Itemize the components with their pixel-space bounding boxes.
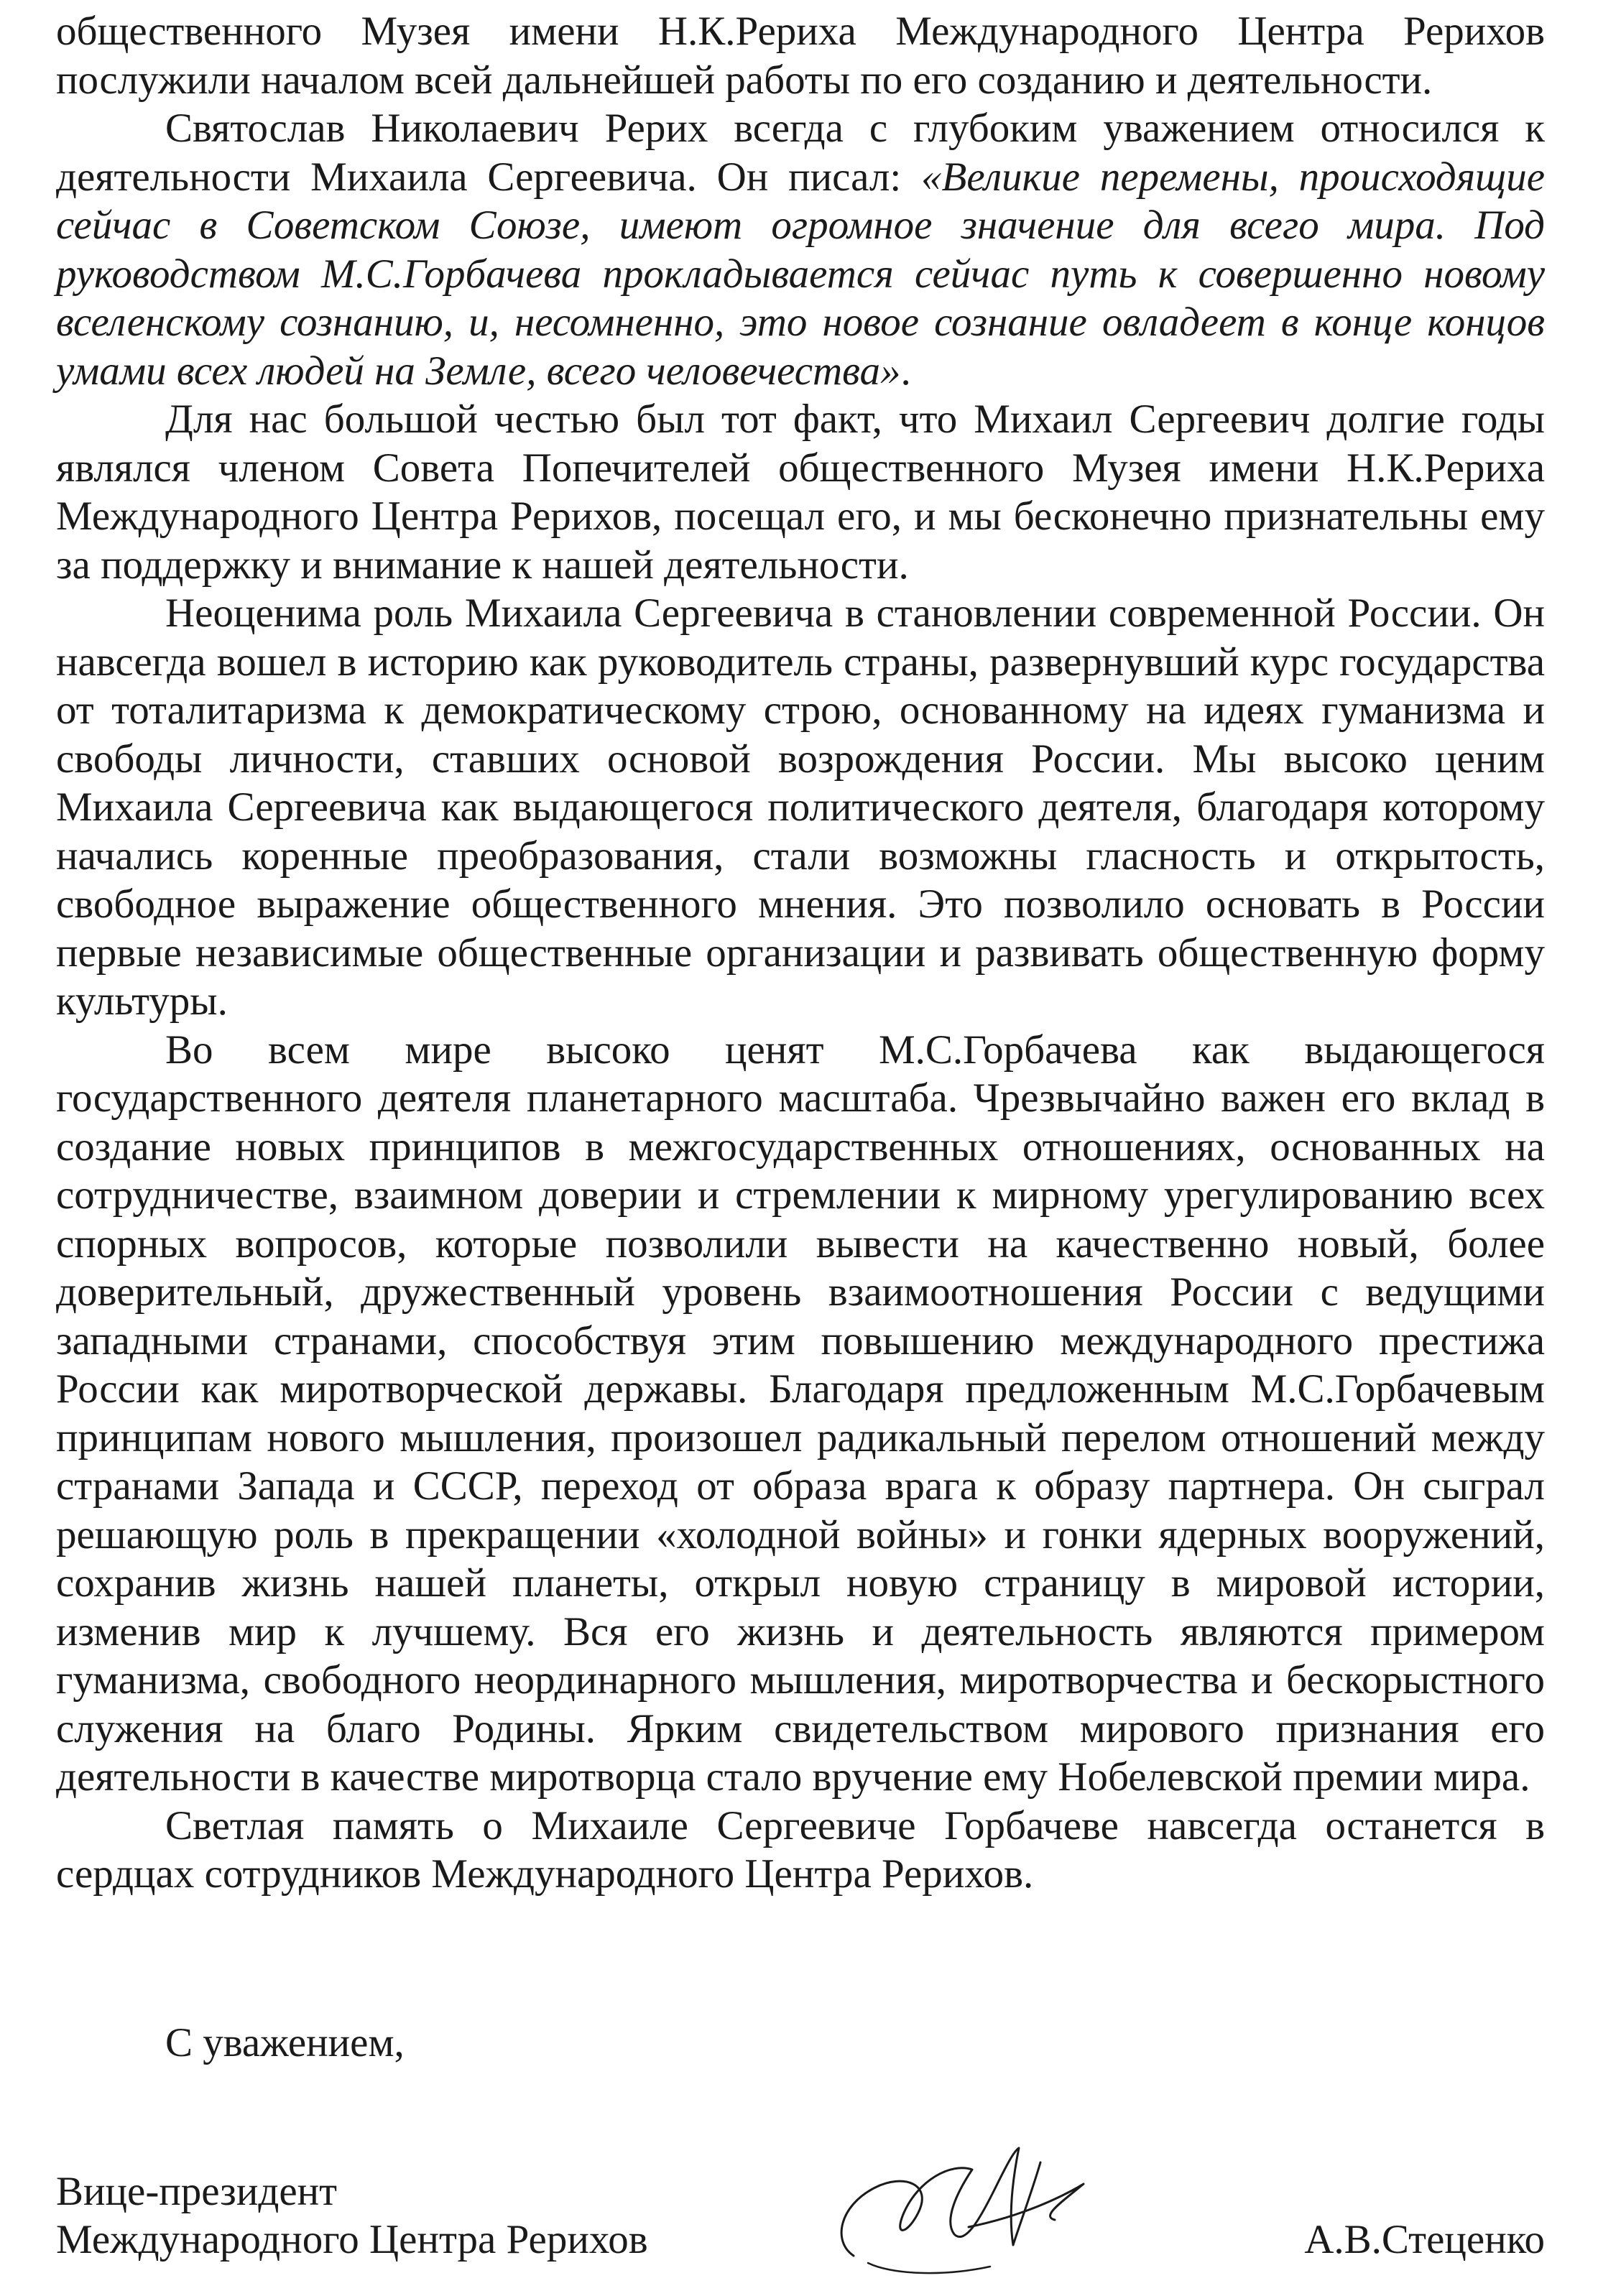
signatory-title: Вице-президент (56, 2169, 338, 2214)
paragraph-0-end (56, 56, 1545, 105)
paragraph-3: Неоценима роль Михаила Сергеевича в становлении современной России. Он навсегда вошел в историю как руководитель страны, развернувший курс государства от тоталитаризма к демократическому строю, основанному на идеях гуманизма и свободы личности, ставших основой возрождения России. Мы высоко ценим Михаила Сергеевича как выдающегося политического деятеля, благодаря которому начались коренные преобразования, стали возможны гласность и открытость, свободное выражение общественного мнения. Это позволило основать в России первые независимые общественные организации и развивать общественную форму культуры. (56, 591, 1545, 1024)
letter-page (56, 0, 1545, 2296)
letter-body (56, 7, 1545, 1899)
paragraph-0 (56, 7, 1545, 56)
signatory-name: А.В.Стеценко (1304, 2217, 1545, 2262)
handwritten-signature (825, 2119, 1134, 2285)
roerich-quote: «Великие перемены, происходящие сейчас в Советском Союзе, имеют огромное значение для всего мира. Под руководством М.С.Горбачева прокладывается сейчас путь к совершенно новому вселенскому сознанию, и, несомненно, это новое сознание овладеет в конце концов умами всех людей на Земле, всего человечества» (56, 154, 1545, 394)
paragraph-1-lead: Святослав Николаевич Рерих всегда с глубоким уважением относился к деятельности Михаила Сергеевича. Он писал: (56, 106, 1545, 200)
paragraph-1 (56, 104, 1545, 395)
closing-salutation: С уважением, (165, 2020, 405, 2065)
paragraph-0-line-1: общественного Музея имени Н.К.Рериха Международного Центра Рерихов (56, 9, 1545, 54)
paragraph-5: Светлая память о Михаиле Сергеевиче Горбачеве навсегда останется в сердцах сотрудников Международного Центра Рерихов. (56, 1802, 1545, 1897)
paragraph-2: Для нас большой честью был тот факт, что Михаил Сергеевич долгие годы являлся членом Совета Попечителей общественного Музея имени Н.К.Рериха Международного Центра Рерихов, посещал его, и мы бесконечно признательны ему за поддержку и внимание к нашей деятельности. (56, 397, 1545, 588)
signatory-organization: Международного Центра Рерихов (56, 2217, 648, 2262)
paragraph-4: Во всем мире высоко ценят М.С.Горбачева как выдающегося государственного деятеля планетарного масштаба. Чрезвычайно важен его вклад в создание новых принципов в межгосударственных отношениях, основанных на сотрудничестве, взаимном доверии и стремлении к мирному урегулированию всех спорных вопросов, которые позволили вывести на качественно новый, более доверительный, дружественный уровень взаимоотношения России с ведущими западными странами, способствуя этим повышению международного престижа России как миротворческой державы. Благодаря предложенным М.С.Горбачевым принципам нового мышления, произошел радикальный перелом отношений между странами Запада и СССР, переход от образа врага к образу партнера. Он сыграл решающую роль в прекращении «холодной войны» и гонки ядерных вооружений, сохранив жизнь нашей планеты, открыл новую страницу в мировой истории, изменив мир к лучшему. Вся его жизнь и деятельность являются примером гуманизма, свободного неординарного мышления, миротворчества и бескорыстного служения на благо Родины. Ярким свидетельством мирового признания его деятельности в качестве миротворца стало вручение ему Нобелевской премии мира. (56, 1027, 1545, 1800)
paragraph-1-end: . (900, 348, 911, 394)
paragraph-0-line-2: послужили началом всей дальнейшей работы по его созданию и деятельности. (56, 57, 1433, 103)
